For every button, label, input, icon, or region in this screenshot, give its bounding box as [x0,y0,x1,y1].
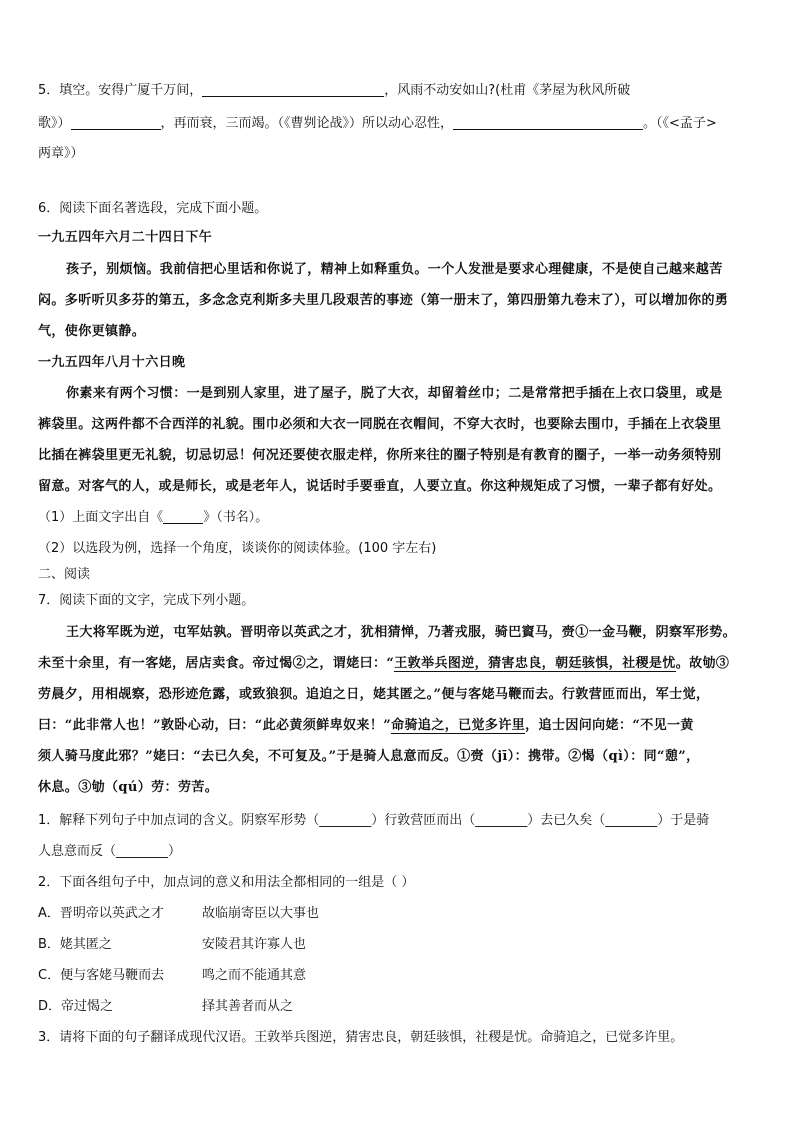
q7-title: 7．阅读下面的文字，完成下列小题。 [38,593,255,608]
q7-passage-line: 须人骑马度此邪？”姥曰：“去已久矣，不可复及。”于是骑人息意而反。①赍（jī）：携带。②愒（qì）：同“憩”， [38,749,700,764]
q7-sub-question-2: 2．下面各组句子中，加点词的意义和用法全都相同的一组是（ ） [38,875,415,890]
option-label: C．便与客姥马鞭而去 [38,968,165,983]
q6-date-2: 一九五四年八月十六日晚 [38,355,186,370]
q5-line3 [38,145,84,163]
q6-sub-question-2: （2）以选段为例，选择一个角度，谈谈你的阅读体验。(100 字左右) [38,541,437,556]
q7-option-b[interactable] [38,936,112,954]
q6-para2-line: 你素来有两个习惯：一是到别人家里，进了屋子，脱了大衣，却留着丝巾；二是常常把手插在上衣口袋里，或是 [66,386,723,401]
q7-option-a-pair: 故临崩寄臣以大事也 [202,906,320,921]
q7-option-d[interactable] [38,998,113,1016]
q6-para1-line: 闷。多听听贝多芬的第五，多念念克利斯多夫里几段艰苦的事迹（第一册末了，第四册第九卷末了），可以增加你的勇 [38,293,729,308]
q6-sub-question-1 [38,509,268,527]
q6-para2-line: 裤袋里。这两件都不合西洋的礼貌。围巾必须和大衣一同脱在衣帽间，不穿大衣时，也要除去围巾，手插在上衣袋里 [38,417,722,432]
q7-option-c-pair: 鸣之而不能通其意 [202,968,307,983]
q7-passage-line [38,655,729,673]
q7-underlined-sentence: 王敦举兵图逆，猜害忠良，朝廷骇惧，社稷是忧 [394,656,676,671]
q7-sub-question-3: 3．请将下面的句子翻译成现代汉语。王敦举兵图逆，猜害忠良，朝廷骇惧，社稷是忧。命骑追之，已觉多许里。 [38,1030,684,1045]
option-label: A．晋明帝以英武之才 [38,906,164,921]
q7-passage-line [38,717,694,735]
q7-sub-question-1-cont: 人息意而反（________） [38,844,182,859]
q7-option-d-pair: 择其善者而从之 [202,999,294,1014]
q7-passage-line: 劳晨夕，用相觇察，恐形迹危露，或致狼狈。追迫之日，姥其匿之。”便与客姥马鞭而去。行敦营匝而出，军士觉， [38,687,710,702]
option-label: D．帝过愒之 [38,999,114,1014]
q6-date-1: 一九五四年六月二十四日下午 [38,230,213,245]
q6-sub1-text: （1）上面文字出自《 [38,510,164,525]
q5-text: 5．填空。安得广厦千万间， [38,83,203,98]
q5-blank-1[interactable] [202,82,384,97]
q7-option-b-pair: 安陵君其许寡人也 [202,937,307,952]
q5-text: 。（《<孟子> [643,116,717,131]
q7-passage-text: 未至十余里，有一客姥，居店卖食。帝过愒②之，谓姥曰：“ [38,656,395,671]
q5-blank-2[interactable] [71,115,161,130]
q6-para1-line: 气，使你更镇静。 [38,324,146,339]
q6-para1-line: 孩子，别烦恼。我前信把心里话和你说了，精神上如释重负。一个人发泄是要求心理健康，不是使自己越来越苦 [66,262,723,277]
q7-option-a[interactable] [38,905,164,923]
q7-underlined-sentence: 命骑追之，已觉多许里 [391,718,526,733]
q5-line1 [38,82,630,100]
q5-text: ，再而衰，三而竭。（《曹刿论战》）所以动心忍性， [160,116,454,131]
q7-passage-text: 。故劬③ [675,656,730,671]
q7-passage-text: 曰：“此非常人也！”敦卧心动，曰：“此必黄须鲜卑奴来！” [38,718,392,733]
q6-para2-line: 留意。对客气的人，或是师长，或是老年人，说话时手要垂直，人要立直。你这种规矩成了习惯，一辈子都有好处。 [38,479,722,494]
q6-para2-line: 比插在裤袋里更无礼貌，切忌切忌！何况还要使衣服走样，你所来往的圈子特别是有教育的圈子，一举一动务须特别 [38,448,722,463]
q5-text: 两章》） [38,146,84,161]
q5-line2 [38,115,717,133]
q7-sub-question-1: 1．解释下列句子中加点词的含义。阴察军形势（________）行敦营匝而出（________）去已久矣（________）于是骑 [38,813,710,828]
q6-book-blank[interactable] [163,509,203,524]
section-title: 二、阅读 [38,567,91,582]
q7-passage-line: 王大将军既为逆，屯军姑孰。晋明帝以英武之才，犹相猜惮，乃著戎服，骑巴賨马，赍①一金马鞭，阴察军形势。 [66,625,737,640]
q6-sub1-text: 》（书名）。 [203,510,269,525]
q7-passage-line: 休息。③劬（qú）劳：劳苦。 [38,780,219,795]
q5-blank-3[interactable] [453,115,643,130]
q6-title: 6．阅读下面名著选段，完成下面小题。 [38,201,268,216]
option-label: B．姥其匿之 [38,937,112,952]
q5-text: 歌》） [38,116,71,131]
q5-text: ，风雨不动安如山?(杜甫《茅屋为秋风所破 [384,83,631,98]
q7-option-c[interactable] [38,967,164,985]
q7-passage-text: ，追士因问向姥：“不见一黄 [525,718,694,733]
